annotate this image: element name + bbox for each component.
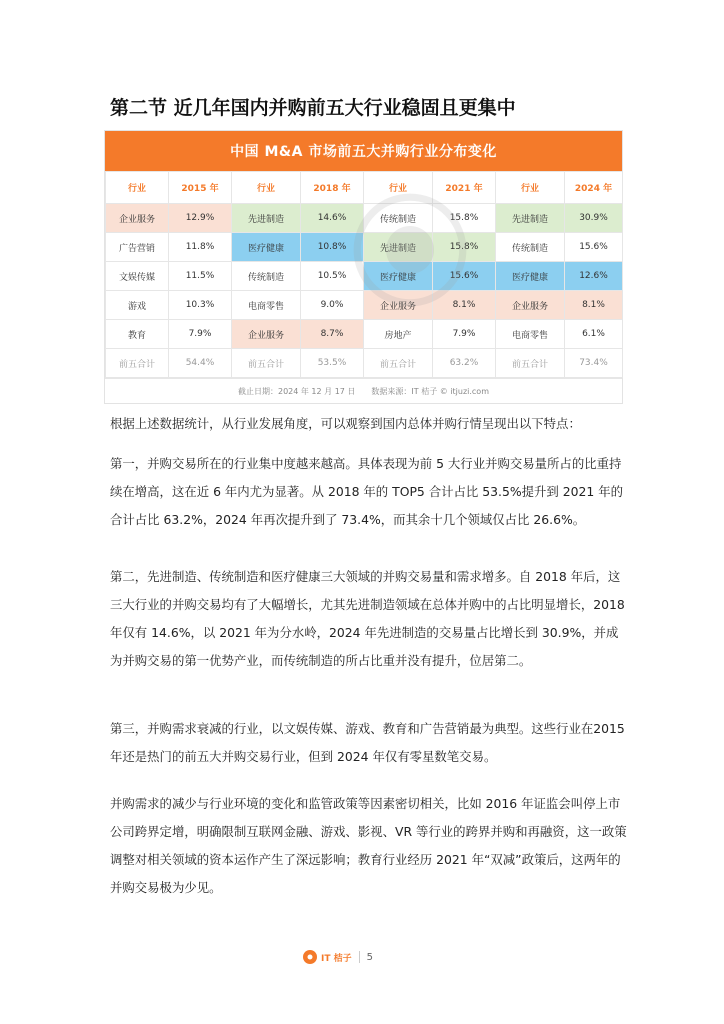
point-two-paragraph: 第二，先进制造、传统制造和医疗健康三大领域的并购交易量和需求增多。自 2018 年后，这三大行业的并购交易均有了大幅增长，尤其先进制造领域在总体并购中的占比明显增长，2018 年仅有 14.6%，以 2021 年为分水岭，2024 年先进制造的交易量占比增长到 30.9%，并成为并购交易的第一优势产业，而传统制造的所占比重并没有提升，位居第二。: [110, 569, 625, 668]
table-cell: 7.9%: [169, 320, 232, 349]
data-source: 数据来源：IT 桔子 © itjuzi.com: [371, 386, 489, 396]
table-cell: 15.8%: [433, 204, 496, 233]
table-cell: 11.5%: [169, 262, 232, 291]
orange-logo-icon: [302, 949, 318, 965]
header-cell: 行业: [496, 172, 565, 204]
table-cell: 8.7%: [301, 320, 364, 349]
total-cell: 前五合计: [496, 349, 565, 378]
header-cell: 行业: [106, 172, 169, 204]
table-cell: 15.8%: [433, 233, 496, 262]
header-cell: 2024 年: [565, 172, 623, 204]
total-cell: 前五合计: [364, 349, 433, 378]
table-cell: 医疗健康: [232, 233, 301, 262]
data-grid: [105, 171, 623, 378]
table-title: 中国 M&A 市场前五大并购行业分布变化: [105, 131, 622, 171]
table-row: [106, 320, 623, 349]
header-cell: 2015 年: [169, 172, 232, 204]
policy-paragraph: 并购需求的减少与行业环境的变化和监管政策等因素密切相关，比如 2016 年证监会叫停上市公司跨界定增，明确限制互联网金融、游戏、影视、VR 等行业的跨界并购和再融资，这一政策调整对相关领域的资本运作产生了深远影响；教育行业经历 2021 年“双减”政策后，这两年的并购交易极为少见。: [110, 796, 627, 895]
table-cell: 6.1%: [565, 320, 623, 349]
table-cell: 8.1%: [433, 291, 496, 320]
table-cell: 先进制造: [496, 204, 565, 233]
footer-divider: [359, 951, 360, 963]
table-cell: 先进制造: [232, 204, 301, 233]
table-cell: 企业服务: [364, 291, 433, 320]
table-cell: 10.8%: [301, 233, 364, 262]
table-cell: 房地产: [364, 320, 433, 349]
table-cell: 传统制造: [232, 262, 301, 291]
cutoff-date: 截止日期：2024 年 12 月 17 日: [237, 386, 356, 396]
header-cell: 2018 年: [301, 172, 364, 204]
header-row: [106, 172, 623, 204]
header-cell: 行业: [232, 172, 301, 204]
page-footer: [302, 947, 373, 967]
table-cell: 游戏: [106, 291, 169, 320]
table-cell: 电商零售: [496, 320, 565, 349]
header-cell: 行业: [364, 172, 433, 204]
industry-distribution-table: [104, 130, 623, 404]
table-cell: 企业服务: [106, 204, 169, 233]
intro-paragraph: 根据上述数据统计，从行业发展角度，可以观察到国内总体并购行情呈现出以下特点：: [110, 416, 581, 431]
point-one-paragraph: 第一，并购交易所在的行业集中度越来越高。具体表现为前 5 大行业并购交易量所占的比重持续在增高，这在近 6 年内尤为显著。从 2018 年的 TOP5 合计占比 53.5%提升到 2021 年的合计占比 63.2%，2024 年再次提升到了 73.4%，而其余十几个领域仅占比 26.6%。: [110, 456, 623, 527]
total-cell: 73.4%: [565, 349, 623, 378]
table-footnote: [105, 378, 622, 403]
page-number: 5: [366, 951, 373, 963]
table-cell: 文娱传媒: [106, 262, 169, 291]
table-row: [106, 291, 623, 320]
section-title: 第二节 近几年国内并购前五大行业稳固且更集中: [110, 97, 516, 119]
table-cell: 教育: [106, 320, 169, 349]
table-row: [106, 233, 623, 262]
table-row: [106, 204, 623, 233]
totals-row: [106, 349, 623, 378]
table-cell: 电商零售: [232, 291, 301, 320]
table-cell: 10.5%: [301, 262, 364, 291]
total-cell: 前五合计: [106, 349, 169, 378]
total-cell: 54.4%: [169, 349, 232, 378]
table-cell: 医疗健康: [364, 262, 433, 291]
table-cell: 7.9%: [433, 320, 496, 349]
table-cell: 传统制造: [496, 233, 565, 262]
table-cell: 医疗健康: [496, 262, 565, 291]
total-cell: 53.5%: [301, 349, 364, 378]
point-three-paragraph: 第三，并购需求衰减的行业，以文娱传媒、游戏、教育和广告营销最为典型。这些行业在2015 年还是热门的前五大并购交易行业，但到 2024 年仅有零星数笔交易。: [110, 721, 625, 764]
table-cell: 15.6%: [565, 233, 623, 262]
table-row: [106, 262, 623, 291]
table-cell: 企业服务: [232, 320, 301, 349]
table-cell: 企业服务: [496, 291, 565, 320]
table-cell: 传统制造: [364, 204, 433, 233]
header-cell: 2021 年: [433, 172, 496, 204]
table-cell: 广告营销: [106, 233, 169, 262]
table-cell: 11.8%: [169, 233, 232, 262]
table-cell: 14.6%: [301, 204, 364, 233]
total-cell: 前五合计: [232, 349, 301, 378]
table-cell: 10.3%: [169, 291, 232, 320]
table-cell: 30.9%: [565, 204, 623, 233]
table-cell: 12.9%: [169, 204, 232, 233]
table-cell: 8.1%: [565, 291, 623, 320]
total-cell: 63.2%: [433, 349, 496, 378]
table-cell: 12.6%: [565, 262, 623, 291]
footer-logo-text: IT 桔子: [321, 953, 352, 964]
table-cell: 15.6%: [433, 262, 496, 291]
table-cell: 9.0%: [301, 291, 364, 320]
table-cell: 先进制造: [364, 233, 433, 262]
